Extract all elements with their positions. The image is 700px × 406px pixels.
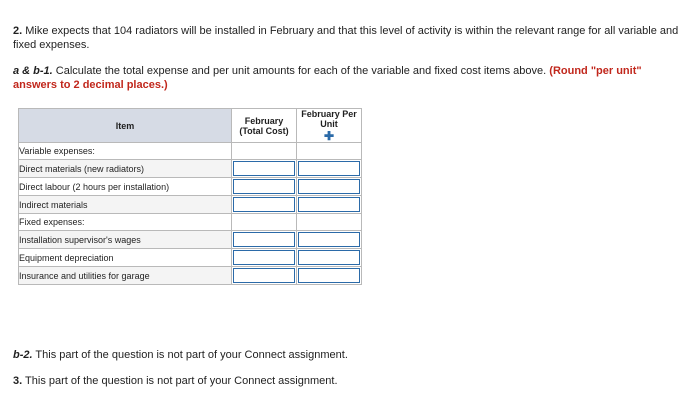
feb-unit-input[interactable] (298, 250, 360, 265)
row-label: Direct materials (new radiators) (19, 160, 232, 178)
part-b2-text: This part of the question is not part of your Connect assignment. (35, 349, 348, 361)
section-blank-cell (297, 143, 362, 160)
feb-total-input[interactable] (233, 161, 295, 176)
expense-table (18, 108, 362, 285)
variable-section-label: Variable expenses: (19, 143, 232, 160)
feb-total-input[interactable] (233, 179, 295, 194)
feb-unit-input[interactable] (298, 197, 360, 212)
table-row (19, 231, 362, 249)
table-row (19, 196, 362, 214)
feb-unit-header-line1: February Per (301, 109, 357, 119)
instruction-ab1-text: Calculate the total expense and per unit amounts for each of the variable and fixed cost items above. (55, 65, 547, 77)
feb-total-header (232, 109, 297, 143)
row-label: Equipment depreciation (19, 249, 232, 267)
feb-unit-header (297, 109, 362, 143)
part-b2 (13, 348, 348, 362)
feb-total-input[interactable] (233, 268, 295, 283)
instruction-ab1 (13, 64, 688, 92)
row-label: Indirect materials (19, 196, 232, 214)
instruction-ab1-label: a & b-1. (13, 65, 53, 77)
fixed-section-row (19, 214, 362, 231)
section-blank-cell (232, 214, 297, 231)
table-header-row (19, 109, 362, 143)
section-blank-cell (232, 143, 297, 160)
feb-unit-input[interactable] (298, 232, 360, 247)
fixed-section-label: Fixed expenses: (19, 214, 232, 231)
part-b2-label: b-2. (13, 349, 33, 361)
feb-total-input[interactable] (233, 197, 295, 212)
row-label: Insurance and utilities for garage (19, 267, 232, 285)
feb-unit-header-line2: Unit (320, 119, 338, 129)
question-2-number: 2. (13, 25, 23, 37)
row-label: Direct labour (2 hours per installation) (19, 178, 232, 196)
feb-unit-input[interactable] (298, 268, 360, 283)
table-row (19, 249, 362, 267)
plus-cursor-icon: ✚ (323, 129, 335, 143)
feb-total-header-line2: (Total Cost) (239, 125, 289, 136)
rounding-note: (Round "per unit" answers to 2 decimal places.) (13, 65, 642, 91)
feb-total-input[interactable] (233, 232, 295, 247)
question-3-number: 3. (13, 375, 23, 387)
row-label: Installation supervisor's wages (19, 231, 232, 249)
item-header: Item (19, 109, 232, 143)
table-row (19, 178, 362, 196)
table-row (19, 160, 362, 178)
section-blank-cell (297, 214, 362, 231)
question-3-text: This part of the question is not part of your Connect assignment. (25, 375, 338, 387)
question-2 (13, 24, 688, 52)
question-3 (13, 374, 338, 388)
feb-total-input[interactable] (233, 250, 295, 265)
question-2-text: Mike expects that 104 radiators will be installed in February and that this level of activity is within the relevant range for all variable and fixed expenses. (13, 25, 679, 51)
feb-unit-input[interactable] (298, 179, 360, 194)
feb-unit-input[interactable] (298, 161, 360, 176)
feb-total-header-line1: February (244, 115, 284, 126)
table-row (19, 267, 362, 285)
variable-section-row (19, 143, 362, 160)
